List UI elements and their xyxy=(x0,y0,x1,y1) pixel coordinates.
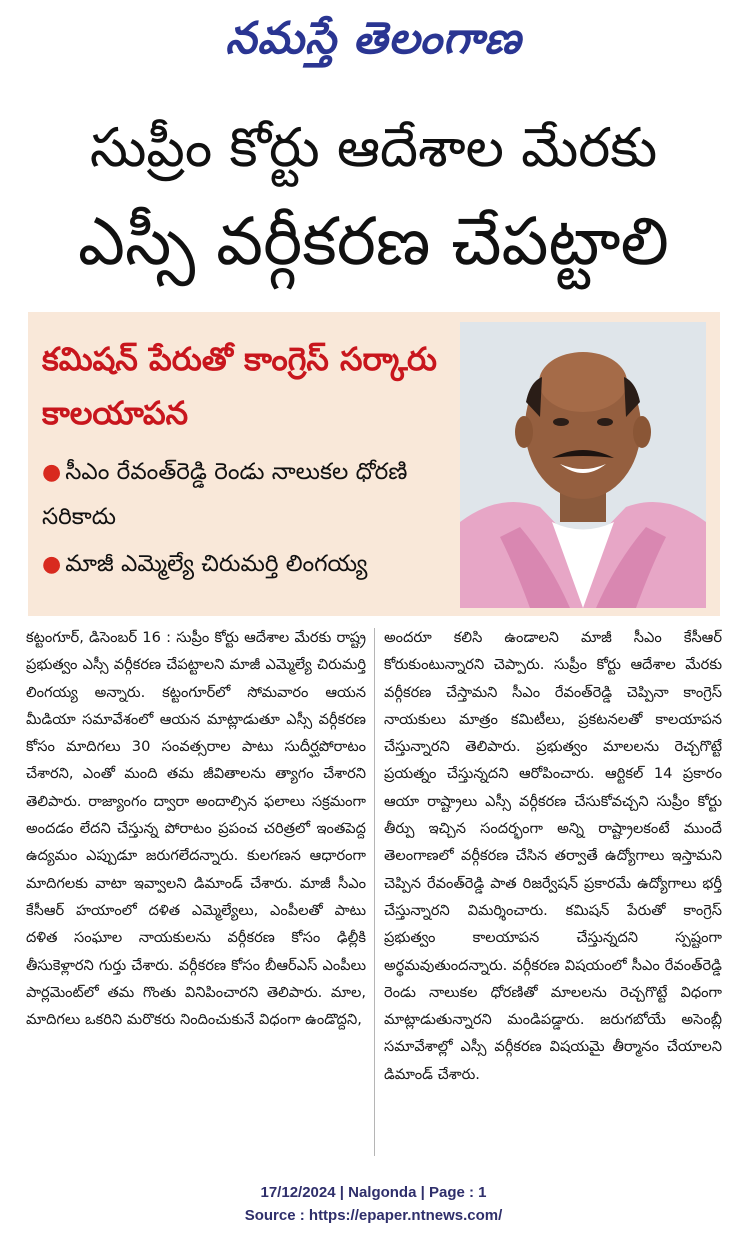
column-divider xyxy=(374,628,375,1156)
footer-source: Source : https://epaper.ntnews.com/ xyxy=(244,1207,503,1224)
portrait-photo-icon xyxy=(460,322,706,608)
highlight-box xyxy=(28,312,720,616)
highlight-bullet-2 xyxy=(42,542,462,587)
bullet-dot-icon: ● xyxy=(42,460,62,485)
headline-line-2: ఎస్సీ వర్గీకరణ చేపట్టాలి xyxy=(78,203,669,280)
bullet-dot-icon: ● xyxy=(42,552,62,577)
masthead-logo: నమస్తే తెలంగాణ xyxy=(225,13,522,64)
footer-date-edition: 17/12/2024 | Nalgonda | Page : 1 xyxy=(260,1184,487,1201)
bullet-text-1: సీఎం రేవంత్‌రెడ్డి రెండు నాలుకల ధోరణి సరికాదు xyxy=(42,459,408,530)
portrait-illustration xyxy=(460,322,706,608)
bullet-text-2: మాజీ ఎమ్మెల్యే చిరుమర్తి లింగయ్య xyxy=(65,551,368,577)
article-column-left: కట్టంగూర్, డిసెంబర్ 16 : సుప్రీం కోర్టు ఆదేశాల మేరకు రాష్ట్ర ప్రభుత్వం ఎస్సీ వర్గీకరణ చేపట్టాలని మాజీ ఎమ్మెల్యే చిరుమర్తి లింగయ్య అన్నారు. కట్టంగూర్‌లో సోమవారం ఆయన మీడియా సమావేశంలో ఆయన మాట్లాడుతూ ఎస్సీ వర్గీకరణ కోసం మాదిగలు 30 సంవత్సరాల పాటు సుదీర్ఘపోరాటం చేశారని, ఎంతో మంది తమ జీవితాలను త్యాగం చేశారని తెలిపారు. రాజ్యాంగం ద్వారా అందాల్సిన ఫలాలు సక్రమంగా అందడం లేదని చేస్తున్న పోరాటం ప్రపంచ చరిత్రలో ఇంతపెద్ద ఉద్యమం ఎప్పుడూ జరుగలేదన్నారు. కులగణన ఆధారంగా మాదిగలకు వాటా ఇవ్వాలని డిమాండ్ చేశారు. మాజీ సీఎం కేసీఆర్ హయాంలో దళిత ఎమ్మెల్యేలు, ఎంపీలతో పాటు దళిత సంఘాల నాయకులను వర్గీకరణ కోసం ఢిల్లీకి తీసుకెళ్లారని గుర్తు చేశారు. వర్గీకరణ కోసం బీఆర్ఎస్ ఎంపీలు పార్లమెంట్‌లో తమ గొంతు వినిపించారని తెలిపారు. మాల, మాదిగలు ఒకరిని మరొకరు నిందించుకునే విధంగా ఉండొద్దని, xyxy=(26,629,366,1029)
highlight-bullet-1 xyxy=(42,450,462,539)
headline-line-1: సుప్రీం కోర్టు ఆదేశాల మేరకు xyxy=(89,116,658,179)
article-column-right: అందరూ కలిసి ఉండాలని మాజీ సీఎం కేసీఆర్ కోరుకుంటున్నారని చెప్పారు. సుప్రీం కోర్టు ఆదేశాల మేరకు వర్గీకరణ చేస్తామని సీఎం రేవంత్‌రెడ్డి చెప్పినా కాంగ్రెస్ నాయకులు మాత్రం కమిటీలు, ప్రకటనలతో కాలయాపన చేస్తున్నారని తెలిపారు. ప్రభుత్వం మాలలను రెచ్చగొట్టే ప్రయత్నం చేస్తున్నదని ఆరోపించారు. ఆర్టికల్ 14 ప్రకారం ఆయా రాష్ట్రాలు ఎస్సీ వర్గీకరణ చేసుకోవచ్చని సుప్రీం కోర్టు తీర్పు ఇచ్చిన సందర్భంగా అన్ని రాష్ట్రాలకంటే ముందే తెలంగాణలో వర్గీకరణ చేసిన తర్వాతే ఉద్యోగాలు ఇస్తామని చెప్పిన రేవంత్‌రెడ్డి పాత రిజర్వేషన్ ప్రకారమే ఉద్యోగాలు భర్తీ చేస్తున్నారని విమర్శించారు. కమిషన్ పేరుతో కాంగ్రెస్ ప్రభుత్వం కాలయాపన చేస్తున్నదని స్పష్టంగా అర్థమవుతుందన్నారు. వర్గీకరణ విషయంలో సీఎం రేవంత్‌రెడ్డి రెండు నాలుకల ధోరణితో మాలలను రెచ్చగొట్టే విధంగా మాట్లాడుతున్నారని మండిపడ్డారు. జరుగబోయే అసెంబ్లీ సమావేశాల్లో ఎస్సీ వర్గీకరణ విషయమై తీర్మానం చేయాలని డిమాండ్ చేశారు. xyxy=(384,629,722,1083)
sub-headline: కమిషన్ పేరుతో కాంగ్రెస్ సర్కారు కాలయాపన xyxy=(42,340,437,432)
